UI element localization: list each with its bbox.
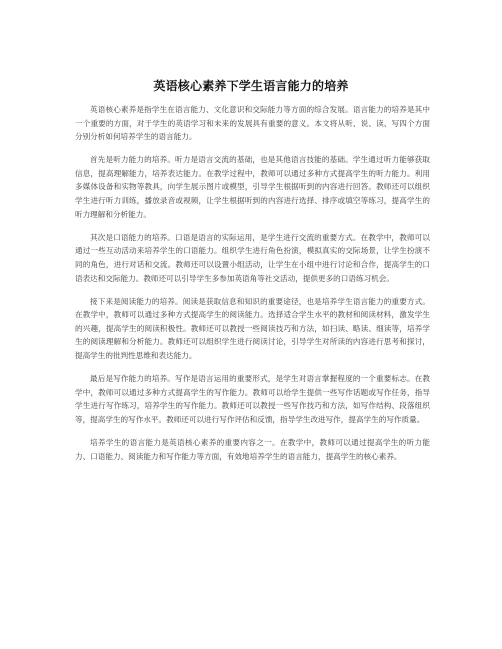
document-title: 英语核心素养下学生语言能力的培养: [153, 79, 349, 93]
writing-paragraph: 最后是写作能力的培养。写作是语言运用的重要形式，是学生对语言掌握程度的一个重要标志。在教学中，教师可以通过多种方式提高学生的写作能力。教师可以给学生提供一些写作话题或写作任务，指导学生进行写作练习，培养学生的写作能力。教师还可以教授一些写作技巧和方法，如写作结构、段落组织等，提高学生的写作水平。教师还可以进行写作评估和反馈，指导学生改进写作，提高学生的写作质量。: [75, 374, 430, 424]
listening-paragraph: 首先是听力能力的培养。听力是语言交流的基础，也是其他语言技能的基础。学生通过听力能够获取信息，提高理解能力，培养表达能力。在教学过程中，教师可以通过多种方式提高学生的听力能力。利用多媒体设备和实物等教具，向学生展示图片或模型，引导学生根据听到的内容进行回答。教师还可以组织学生进行听力训练，播放录音或视频，让学生根据听到的内容进行选择、排序或填空等练习，提高学生的听力理解和分析能力。: [75, 155, 430, 219]
conclusion-paragraph: 培养学生的语言能力是英语核心素养的重要内容之一。在教学中，教师可以通过提高学生的听力能力、口语能力、阅读能力和写作能力等方面，有效地培养学生的语言能力，提高学生的核心素养。: [75, 437, 430, 461]
document-body: [75, 103, 430, 473]
intro-paragraph: 英语核心素养是指学生在语言能力、文化意识和交际能力等方面的综合发展。语言能力的培养是其中一个重要的方面，对于学生的英语学习和未来的发展具有重要的意义。本文将从听、说、读、写四个方面分别分析如何培养学生的语言能力。: [75, 105, 430, 142]
reading-paragraph: 接下来是阅读能力的培养。阅读是获取信息和知识的重要途径，也是培养学生语言能力的重要方式。在教学中，教师可以通过多种方式提高学生的阅读能力。选择适合学生水平的教材和阅读材料，激发学生的兴趣，提高学生的阅读积极性。教师还可以教授一些阅读技巧和方法，如扫读、略读、细读等，培养学生的阅读理解和分析能力。教师还可以组织学生进行阅读讨论，引导学生对所读的内容进行思考和探讨，提高学生的批判性思维和表达能力。: [75, 296, 430, 360]
speaking-paragraph: 其次是口语能力的培养。口语是语言的实际运用，是学生进行交流的重要方式。在教学中，教师可以通过一些互动活动来培养学生的口语能力。组织学生进行角色扮演，模拟真实的交际场景，让学生扮演不同的角色，进行对话和交流。教师还可以设置小组活动，让学生在小组中进行讨论和合作，提高学生的口语表达和交际能力。教师还可以引导学生多参加英语角等社交活动，提供更多的口语练习机会。: [75, 232, 430, 283]
